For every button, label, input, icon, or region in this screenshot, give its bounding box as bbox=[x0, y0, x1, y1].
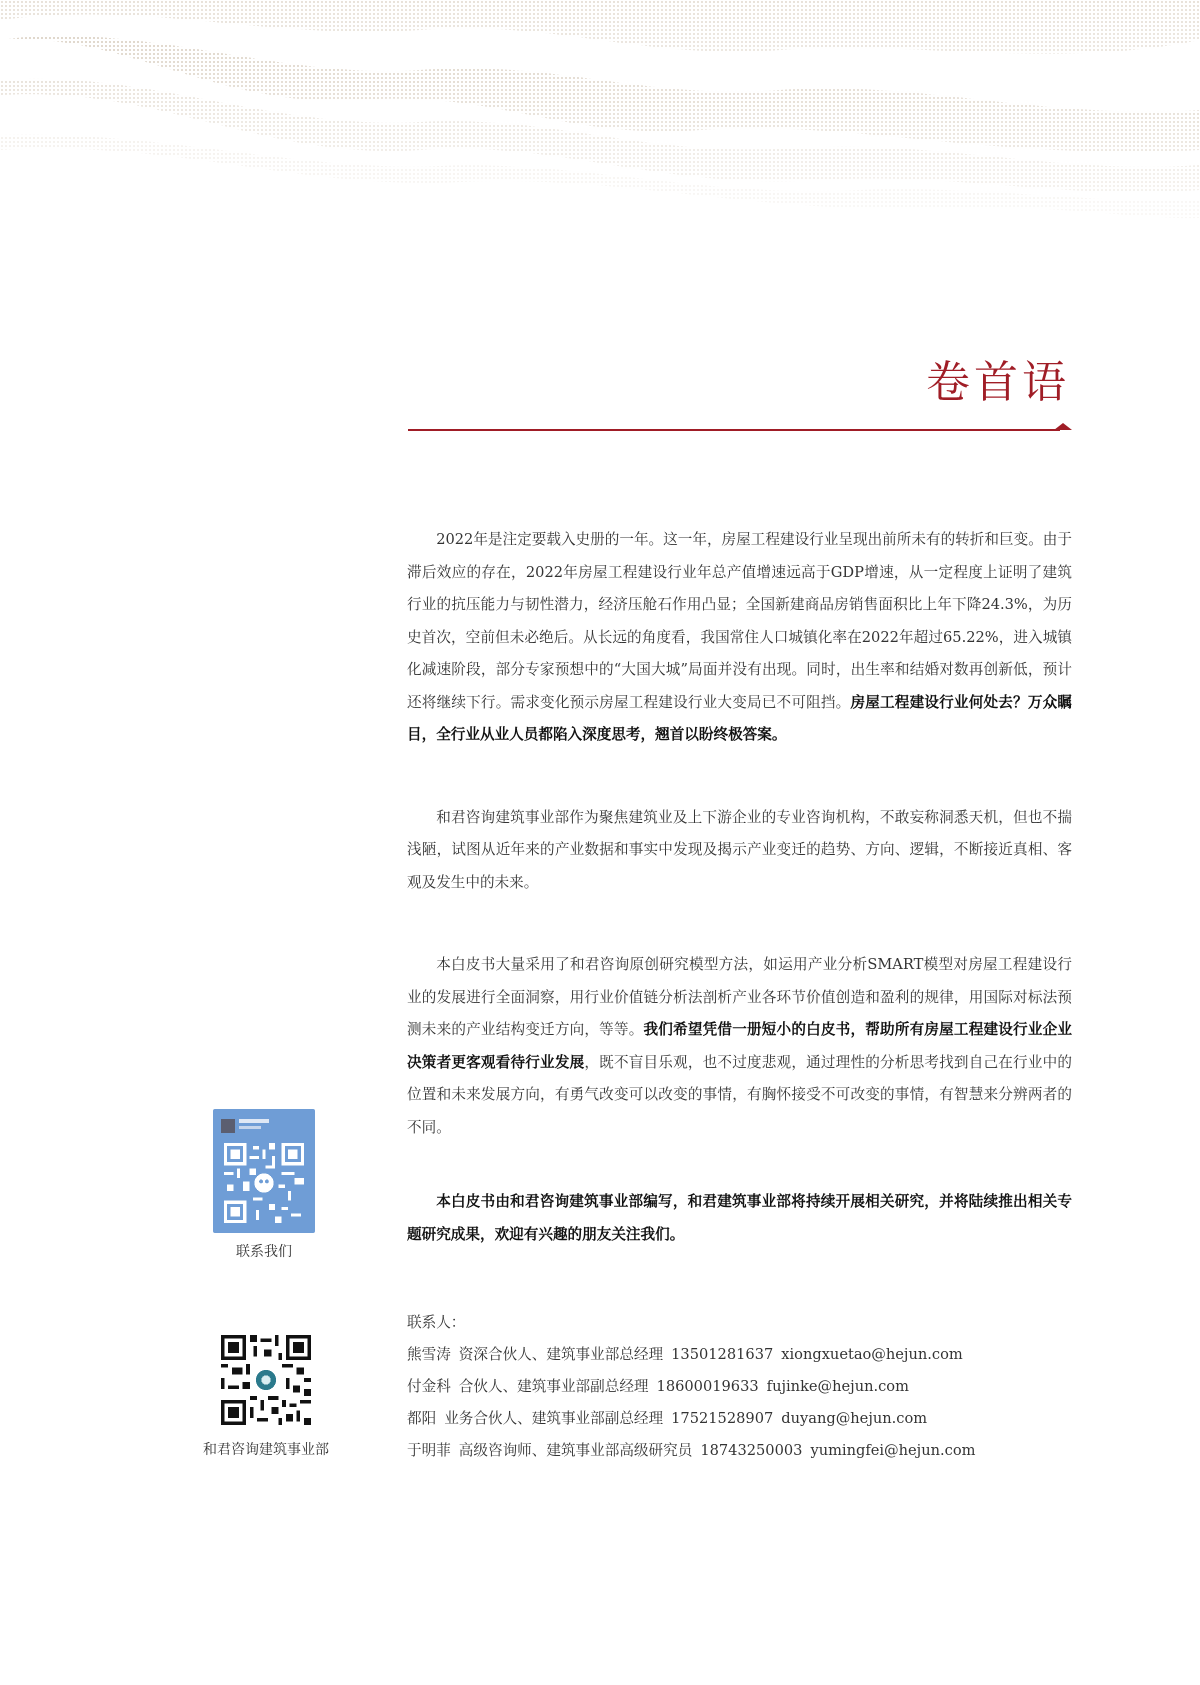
title-divider bbox=[408, 429, 1060, 431]
contact-phone: 13501281637 bbox=[671, 1346, 774, 1363]
contact-name: 熊雪涛 bbox=[407, 1346, 451, 1363]
contact-row bbox=[407, 1371, 1072, 1403]
contact-row bbox=[407, 1339, 1072, 1371]
page-title: 卷首语 bbox=[926, 357, 1070, 408]
paragraph-3-emphasis: 我们希望凭借一册短小的白皮书，帮助所有房屋工程建设行业企业决策者更客观看待行业发展 bbox=[407, 1021, 1072, 1071]
contact-name: 都阳 bbox=[407, 1410, 437, 1427]
paragraph-4-emphasis: 本白皮书由和君咨询建筑事业部编写，和君建筑事业部将持续开展相关研究，并将陆续推出相关专题研究成果，欢迎有兴趣的朋友关注我们。 bbox=[407, 1193, 1072, 1243]
contact-name: 于明菲 bbox=[407, 1442, 451, 1459]
contact-role: 高级咨询师、建筑事业部高级研究员 bbox=[458, 1442, 693, 1459]
paragraph-1 bbox=[407, 524, 1072, 752]
qr-code-icon bbox=[224, 1143, 304, 1223]
contact-role: 合伙人、建筑事业部副总经理 bbox=[458, 1378, 649, 1395]
contact-heading: 联系人： bbox=[407, 1314, 466, 1331]
paragraph-1-emphasis: 房屋工程建设行业何处去？万众瞩目，全行业从业人员都陷入深度思考，翘首以盼终极答案。 bbox=[407, 693, 1072, 743]
contact-role: 资深合伙人、建筑事业部总经理 bbox=[458, 1346, 664, 1363]
contact-list bbox=[407, 1307, 1072, 1467]
paragraph-1-text: 2022年是注定要载入史册的一年。这一年，房屋工程建设行业呈现出前所未有的转折和巨变。由于滞后效应的存在，2022年房屋工程建设行业年总产值增速远高于GDP增速，从一定程度上证明了建筑行业的抗压能力与韧性潜力，经济压舱石作用凸显；全国新建商品房销售面积比上年下降24.3%，为历史首次，空前但未必绝后。从长远的角度看，我国常住人口城镇化率在2022年超过65.22%，进入城镇化减速阶段，部分专家预想中的“大国大城”局面并没有出现。同时，出生率和结婚对数再创新低，预计还将继续下行。需求变化预示房屋工程建设行业大变局已不可阻挡。 bbox=[407, 531, 1072, 711]
contact-phone: 18743250003 bbox=[700, 1442, 803, 1459]
paragraph-2-text: 和君咨询建筑事业部作为聚焦建筑业及上下游企业的专业咨询机构，不敢妄称洞悉天机，但也不揣浅陋，试图从近年来的产业数据和事实中发现及揭示产业变迁的趋势、方向、逻辑，不断接近真相、客观及发生中的未来。 bbox=[407, 808, 1072, 891]
divider-marker bbox=[1054, 423, 1072, 430]
contact-qr-card[interactable] bbox=[213, 1109, 315, 1233]
contact-name: 付金科 bbox=[407, 1378, 451, 1395]
paragraph-4 bbox=[407, 1186, 1072, 1251]
contact-row bbox=[407, 1435, 1072, 1467]
profile-sub-line bbox=[239, 1126, 261, 1129]
contact-email[interactable]: fujinke@hejun.com bbox=[766, 1378, 909, 1395]
contact-email[interactable]: xiongxuetao@hejun.com bbox=[781, 1346, 963, 1363]
header-wave-pattern bbox=[0, 0, 1200, 240]
contact-phone: 18600019633 bbox=[656, 1378, 759, 1395]
profile-name-line bbox=[239, 1119, 269, 1123]
paragraph-3 bbox=[407, 949, 1072, 1144]
contact-role: 业务合伙人、建筑事业部副总经理 bbox=[444, 1410, 664, 1427]
contact-qr-caption: 联系我们 bbox=[236, 1244, 292, 1260]
foreword-body bbox=[407, 524, 1072, 1251]
contact-row bbox=[407, 1403, 1072, 1435]
official-qr-caption: 和君咨询建筑事业部 bbox=[203, 1442, 329, 1458]
avatar bbox=[221, 1119, 235, 1133]
contact-email[interactable]: duyang@hejun.com bbox=[781, 1410, 928, 1427]
paragraph-2 bbox=[407, 802, 1072, 900]
paragraph-3-text: 本白皮书大量采用了和君咨询原创研究模型方法，如运用产业分析SMART模型对房屋工程建设行业的发展进行全面洞察，用行业价值链分析法剖析产业各环节价值创造和盈利的规律，用国际对标法预测未来的产业结构变迁方向，等等。 bbox=[407, 956, 1072, 1038]
paragraph-3-tail: ，既不盲目乐观，也不过度悲观，通过理性的分析思考找到自己在行业中的位置和未来发展方向，有勇气改变可以改变的事情，有胸怀接受不可改变的事情，有智慧来分辨两者的不同。 bbox=[407, 1053, 1072, 1136]
contact-phone: 17521528907 bbox=[671, 1410, 774, 1427]
official-account-qr-icon[interactable] bbox=[221, 1335, 311, 1425]
contact-email[interactable]: yumingfei@hejun.com bbox=[810, 1442, 976, 1459]
